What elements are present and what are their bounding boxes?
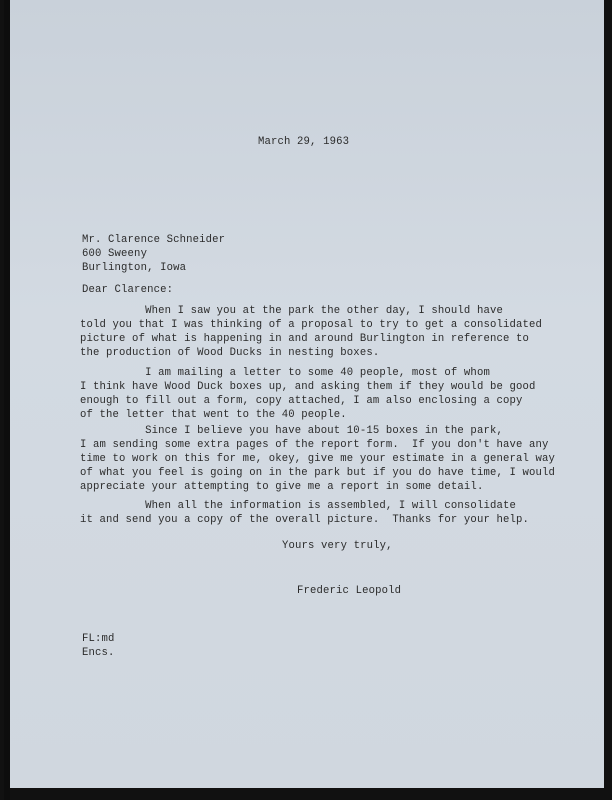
paragraph-1	[80, 304, 542, 360]
recipient-street: 600 Sweeny	[82, 248, 148, 260]
paragraph-line: I am mailing a letter to some 40 people, most of whom	[80, 367, 490, 379]
page-edge-shadow	[4, 0, 10, 800]
paragraph-line: the production of Wood Ducks in nesting boxes.	[80, 347, 380, 359]
letter-date: March 29, 1963	[258, 136, 350, 148]
enclosures-note: Encs.	[82, 647, 115, 659]
closing: Yours very truly,	[282, 540, 393, 552]
paragraph-line: picture of what is happening in and around Burlington in reference to	[80, 333, 530, 345]
paragraph-line: I think have Wood Duck boxes up, and asking them if they would be good	[80, 381, 536, 393]
recipient-address	[82, 233, 225, 275]
salutation: Dear Clarence:	[82, 284, 174, 296]
paragraph-line: enough to fill out a form, copy attached, I am also enclosing a copy	[80, 395, 523, 407]
paragraph-line: When I saw you at the park the other day, I should have	[80, 305, 503, 317]
paragraph-line: When all the information is assembled, I will consolidate	[80, 500, 516, 512]
paragraph-line: of what you feel is going on in the park but if you do have time, I would	[80, 467, 556, 479]
paragraph-2	[80, 366, 536, 422]
recipient-name: Mr. Clarence Schneider	[82, 234, 226, 246]
recipient-city: Burlington, Iowa	[82, 262, 187, 274]
paragraph-line: told you that I was thinking of a proposal to try to get a consolidated	[80, 319, 543, 331]
paragraph-line: it and send you a copy of the overall picture. Thanks for your help.	[80, 514, 530, 526]
signer-name: Frederic Leopold	[297, 585, 402, 597]
paragraph-line: Since I believe you have about 10-15 boxes in the park,	[80, 425, 503, 437]
typist-initials: FL:md	[82, 633, 115, 645]
reference-initials	[82, 632, 115, 660]
paragraph-line: time to work on this for me, okey, give me your estimate in a general way	[80, 453, 556, 465]
paragraph-4	[80, 499, 529, 527]
paragraph-line: I am sending some extra pages of the report form. If you don't have any	[80, 439, 549, 451]
paragraph-line: appreciate your attempting to give me a report in some detail.	[80, 481, 484, 493]
paragraph-line: of the letter that went to the 40 people.	[80, 409, 347, 421]
paragraph-3	[80, 424, 555, 494]
